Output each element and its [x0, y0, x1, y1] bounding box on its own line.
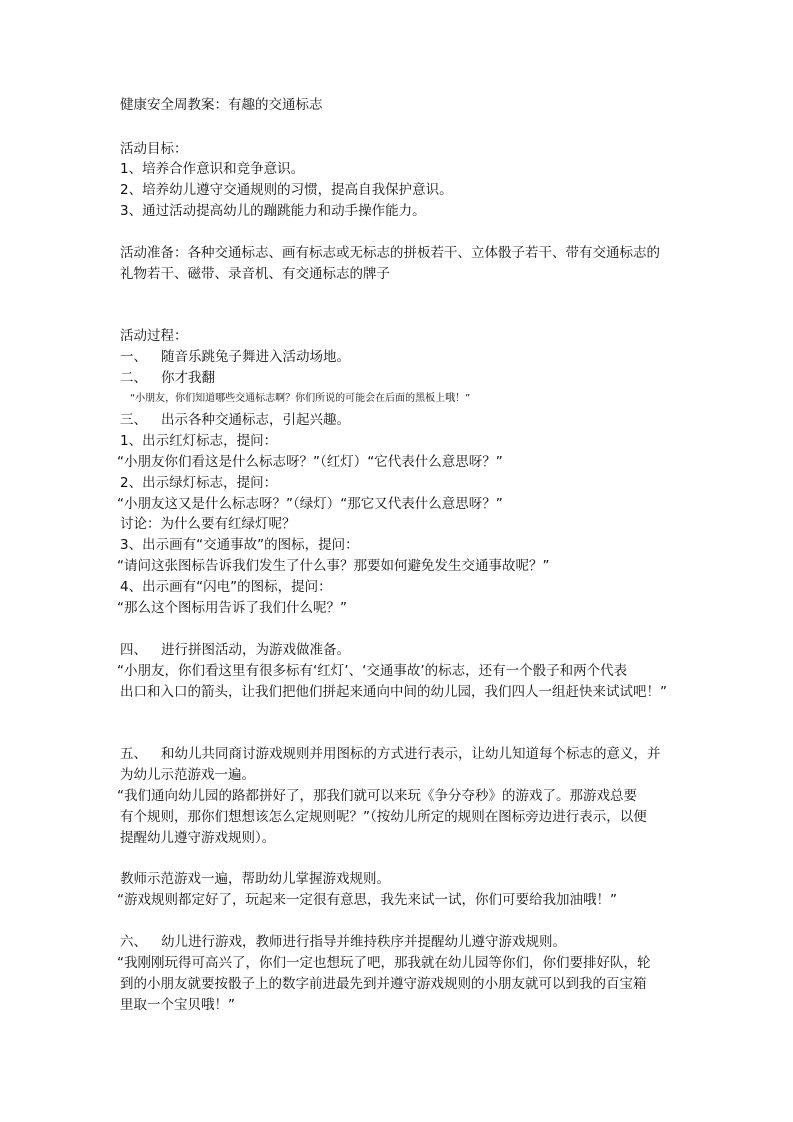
- section-3-line: 1、出示红灯标志，提问：: [120, 433, 278, 449]
- section-5: [120, 744, 690, 764]
- section-text: 出示各种交通标志，引起兴趣。: [161, 412, 350, 428]
- section-3-line: 讨论：为什么要有红绿灯呢？: [120, 516, 296, 532]
- section-number: 四、: [120, 642, 147, 658]
- section-6-quote: 到的小朋友就要按骰子上的数字前进最先到并遵守游戏规则的小朋友就可以到我的百宝箱: [120, 976, 647, 992]
- section-4: [120, 640, 690, 660]
- section-5-quote: 提醒幼儿遵守游戏规则）。: [120, 830, 276, 846]
- document-title: 健康安全周教案：有趣的交通标志: [120, 97, 323, 113]
- section-6-quote: 里取一个宝贝哦！”: [120, 997, 235, 1013]
- section-3-line: “那么这个图标用告诉了我们什么呢？”: [117, 600, 347, 616]
- section-3-line: 4、出示画有“闪电”的图标，提问：: [120, 579, 332, 595]
- section-3-line: “小朋友这又是什么标志呀？”（绿灯）“那它又代表什么意思呀？”: [117, 496, 503, 512]
- section-4-quote: “小朋友，你们看这里有很多标有‘红灯’、‘交通事故’的标志，还有一个骰子和两个代表: [117, 663, 628, 679]
- section-3-line: “小朋友你们看这是什么标志呀？”（红灯）“它代表什么意思呀？”: [117, 454, 503, 470]
- section-5-quote: “我们通向幼儿园的路都拼好了，那我们就可以来玩《争分夺秒》的游戏了。那游戏总要: [117, 788, 637, 804]
- section-text: 进行拼图活动，为游戏做准备。: [161, 642, 350, 658]
- goals-heading: 活动目标：: [120, 141, 188, 157]
- section-3: [120, 410, 690, 430]
- section-text: 随音乐跳兔子舞进入活动场地。: [161, 349, 350, 365]
- section-number: 二、: [120, 370, 147, 386]
- section-2-quote: “小朋友，你们知道哪些交通标志啊？你们所说的可能会在后面的黑板上哦！”: [130, 393, 471, 404]
- goal-item: 3、通过活动提高幼儿的蹦跳能力和动手操作能力。: [120, 203, 426, 219]
- demo-quote: “游戏规则都定好了，玩起来一定很有意思，我先来试一试，你们可要给我加油哦！”: [117, 892, 617, 908]
- goal-item: 2、培养幼儿遵守交通规则的习惯，提高自我保护意识。: [120, 182, 453, 198]
- section-1: [120, 347, 690, 367]
- process-heading: 活动过程：: [120, 328, 188, 344]
- section-6: [120, 932, 690, 952]
- goal-item: 1、培养合作意识和竞争意识。: [120, 161, 305, 177]
- section-text: 幼儿进行游戏，教师进行指导并维持秩序并提醒幼儿遵守游戏规则。: [161, 934, 566, 950]
- section-3-line: 2、出示绿灯标志，提问：: [120, 475, 278, 491]
- section-text: 和幼儿共同商讨游戏规则并用图标的方式进行表示，让幼儿知道每个标志的意义，并: [161, 746, 661, 762]
- section-2: [120, 368, 690, 388]
- section-3-line: 3、出示画有“交通事故”的图标，提问：: [120, 537, 359, 553]
- section-3-line: “请问这张图标告诉我们发生了什么事？那要如何避免发生交通事故呢？”: [117, 558, 550, 574]
- section-text: 你才我翻: [161, 370, 215, 386]
- section-number: 五、: [120, 746, 147, 762]
- preparation-line: 礼物若干、磁带、录音机、有交通标志的牌子: [120, 266, 390, 282]
- preparation-line: 活动准备：各种交通标志、画有标志或无标志的拼板若干、立体骰子若干、带有交通标志的: [120, 245, 660, 261]
- section-6-quote: “我刚刚玩得可高兴了，你们一定也想玩了吧，那我就在幼儿园等你们，你们要排好队，轮: [117, 955, 651, 971]
- demo-line: 教师示范游戏一遍，帮助幼儿掌握游戏规则。: [120, 871, 390, 887]
- section-number: 六、: [120, 934, 147, 950]
- section-number: 一、: [120, 349, 147, 365]
- section-4-quote: 出口和入口的箭头，让我们把他们拼起来通向中间的幼儿园，我们四人一组赶快来试试吧！”: [120, 684, 667, 700]
- section-5-quote: 有个规则，那你们想想该怎么定规则呢？”（按幼儿所定的规则在图标旁边进行表示，以便: [120, 809, 647, 825]
- section-number: 三、: [120, 412, 147, 428]
- section-5-line: 为幼儿示范游戏一遍。: [120, 767, 255, 783]
